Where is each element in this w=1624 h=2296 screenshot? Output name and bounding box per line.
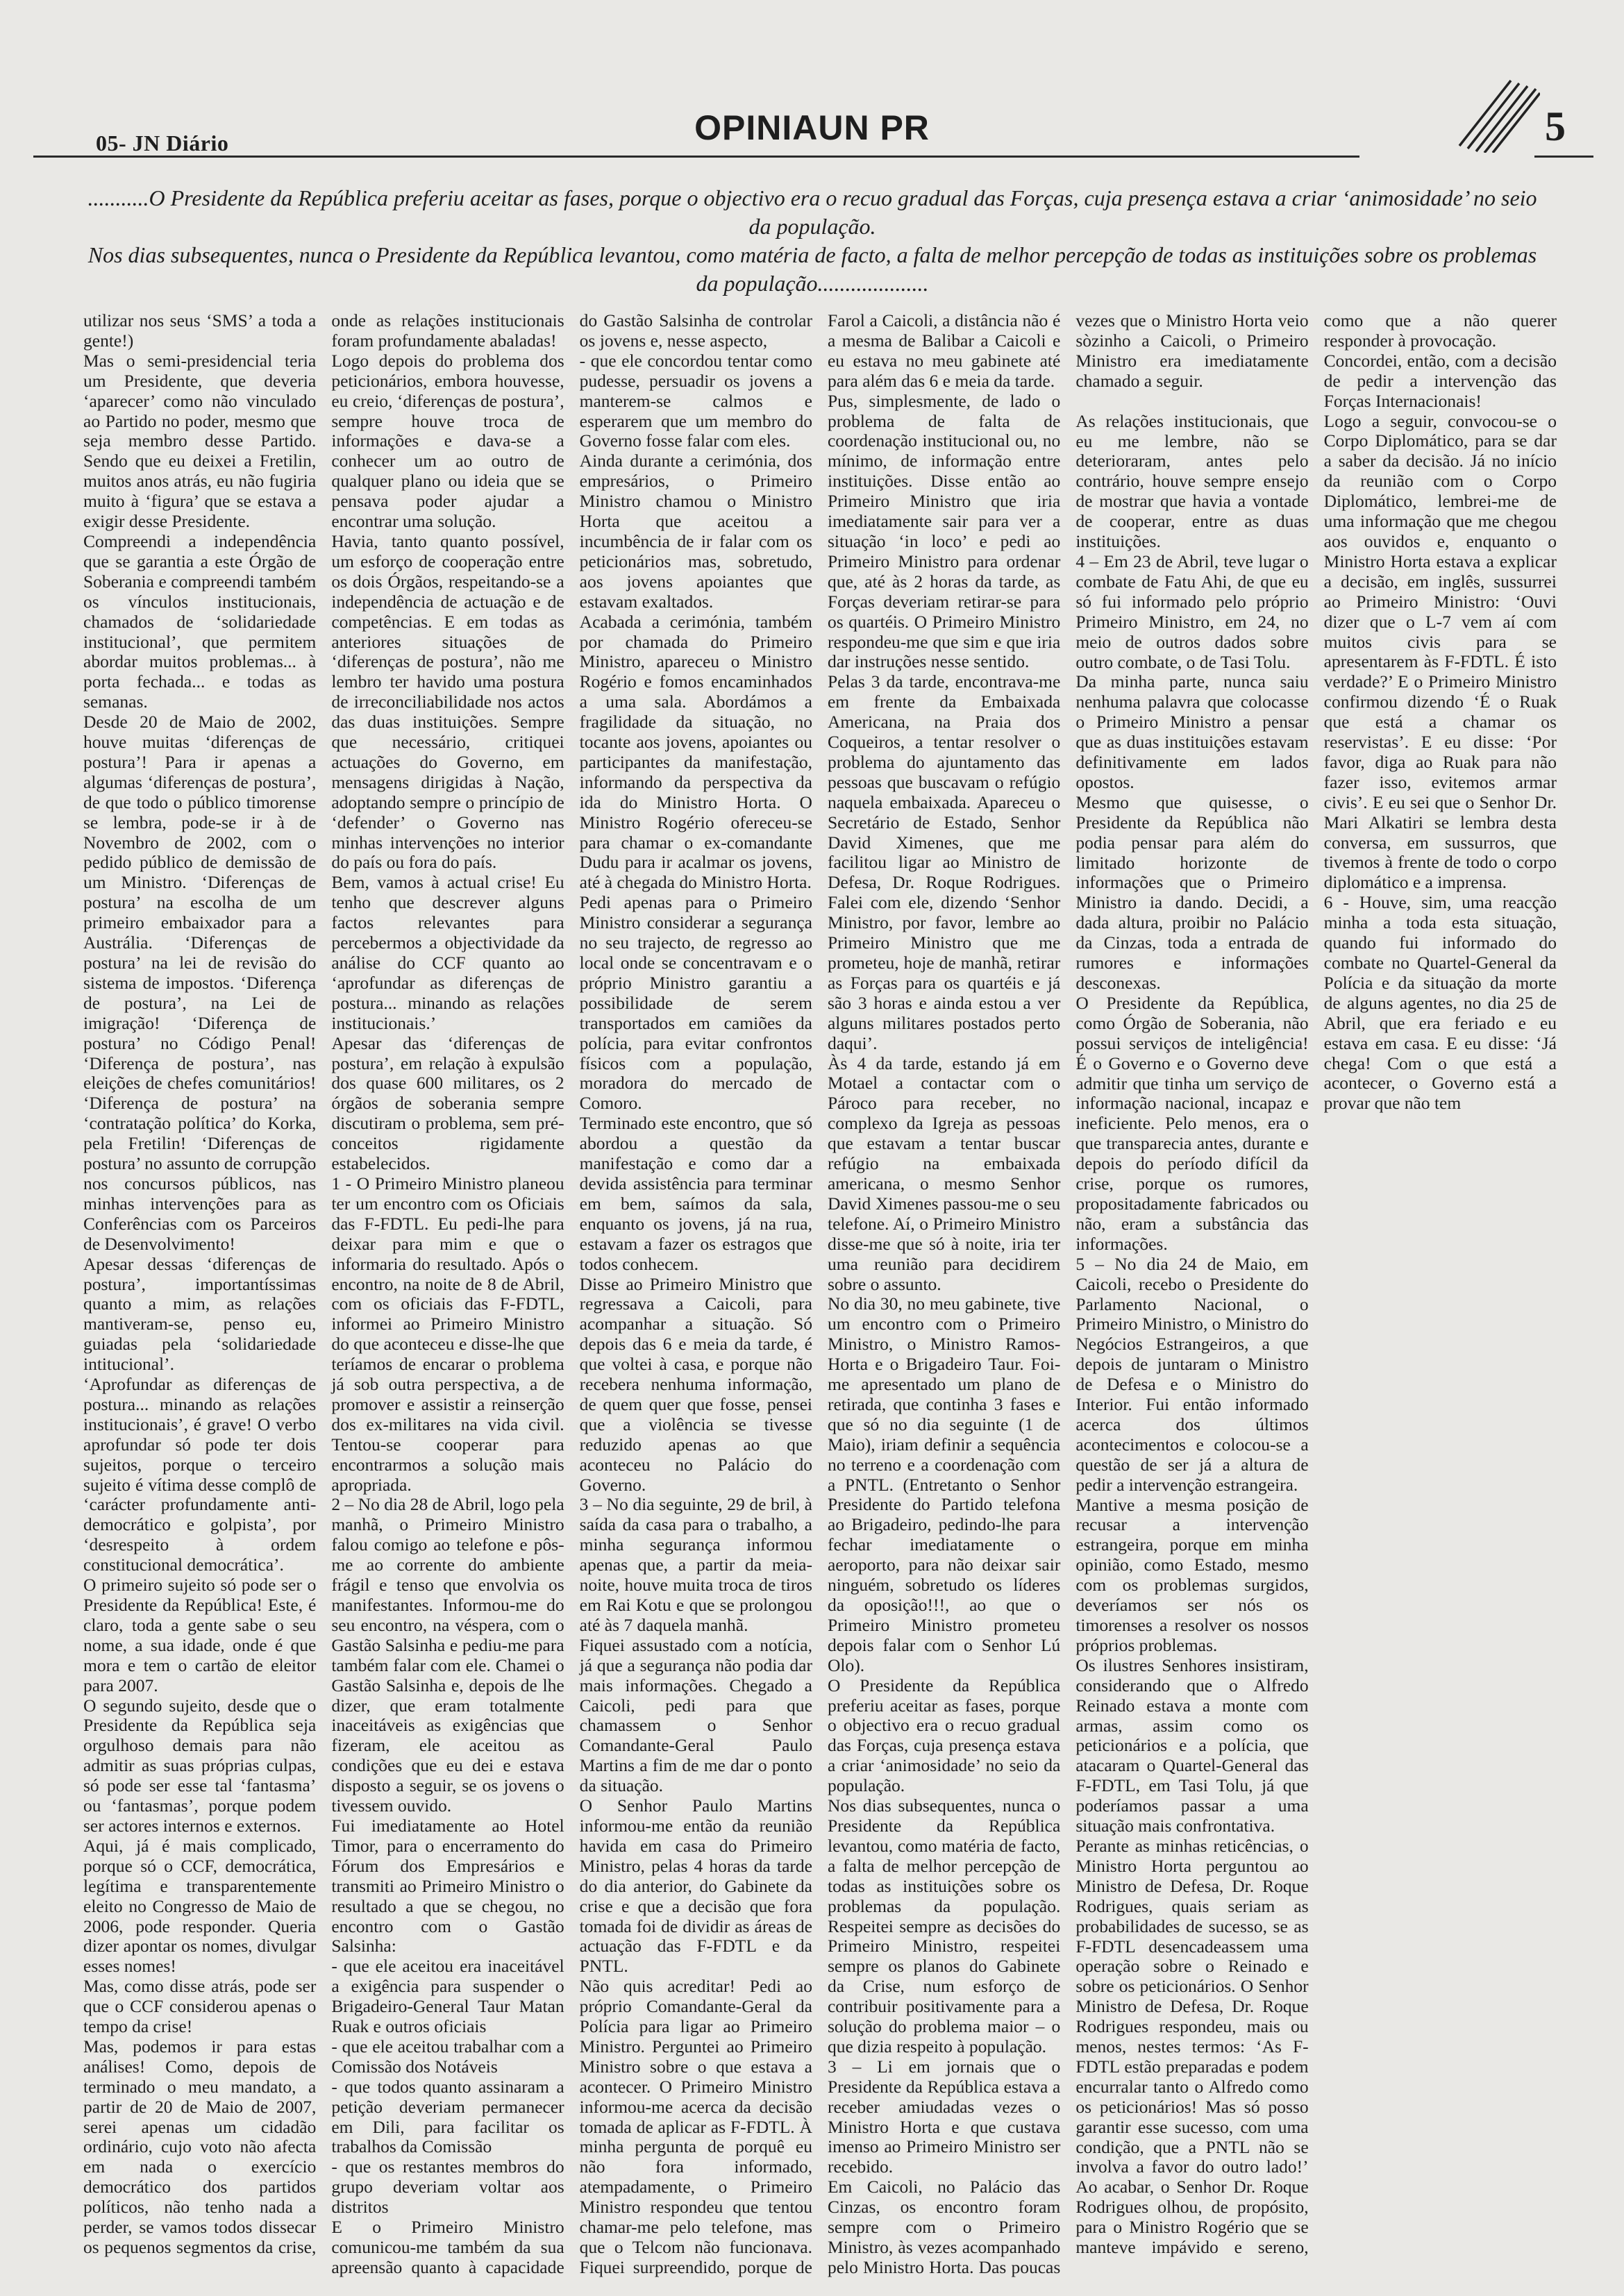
lead-quote (83, 184, 1541, 298)
paragraph: 2 – No dia 28 de Abril, logo pela manhã, o Primeiro Ministro falou comigo ao telefone e pôs-me ao corrente do ambiente frágil e tenso que envolvia os manifestantes. Informou-me do seu encontro, na véspera, com o Gastão Salsinha e pediu-me para também falar com ele. Chamei o Gastão Salsinha e, depois de lhe dizer, que eram totalmente inaceitáveis as exigências que fizeram, ele aceitou as condições que eu dei e estava disposto a seguir, se os jovens o tivessem ouvido. (331, 1494, 564, 1816)
paragraph: Acabada a cerimónia, também por chamada do Primeiro Ministro, apareceu o Ministro Rogério e fomos encaminhados a uma sala. Abordámos a fragilidade da situação, no tocante aos jovens, apoiantes ou participantes da manifestação, informando da perspectiva da ida do Ministro Horta. O Ministro Rogério ofereceu-se para chamar o ex-comandante Dudu para ir acalmar os jovens, até à chegada do Ministro Horta. (579, 611, 812, 893)
paragraph: 5 – No dia 24 de Maio, em Caicoli, recebo o Presidente do Parlamento Nacional, o Primeiro Ministro, o Ministro do Negócios Estrangeiros, a que depois de juntaram o Ministro de Defesa e o Ministro do Interior. Fui então informado acerca dos últimos acontecimentos e colocou-se a questão de ser já a altura de pedir a intervenção estrangeira. (1075, 1253, 1309, 1495)
paragraph: Mas, como disse atrás, pode ser que o CCF considerou apenas o tempo da crise! (83, 1976, 317, 2037)
paragraph: Aqui, já é mais complicado, porque só o CCF, democrática, legítima e transparentemente eleito no Congresso de Maio de 2006, pode responder. Queria dizer apontar os nomes, divulgar esses nomes! (83, 1835, 317, 1977)
paragraph: Mantive a mesma posição de recusar a intervenção estrangeira, porque em minha opinião, como Estado, mesmo com os problemas surgidos, deveríamos ser nós os timorenses a resolver os nossos próprios problemas. (1075, 1494, 1309, 1655)
paragraph: O primeiro sujeito só pode ser o Presidente da República! Este, é claro, toda a gente sabe o seu nome, a sua idade, onde é que mora e tem o cartão de eleitor para 2007. (83, 1575, 317, 1695)
paragraph: 1 - O Primeiro Ministro planeou ter um encontro com os Oficiais das F-FDTL. Eu pedi-lhe para deixar para mim e que o informaria do resultado. Após o encontro, na noite de 8 de Abril, com os oficiais das F-FDTL, informei ao Primeiro Ministro do que aconteceu e disse-lhe que teríamos de encarar o problema já sob outra perspectiva, a de promover e assistir a reinserção dos ex-militares na vida civil. Tentou-se cooperar para encontrarmos a solução mais apropriada. (331, 1173, 564, 1495)
paragraph: Concordei, então, com a decisão de pedir a intervenção das Forças Internacionais! (1323, 350, 1557, 411)
paragraph: Desde 20 de Maio de 2002, houve muitas ‘diferenças de postura’! Para ir apenas a algumas ‘diferenças de postura’, de que todo o público timorense se lembra, pode-se ir à de Novembro de 2002, com o pedido público de demissão de um Ministro. ‘Diferenças de postura’ na escolha de um primeiro embaixador para a Austrália. ‘Diferenças de postura’ na lei de revisão do sistema de impostos. ‘Diferença de postura’, na Lei de imigração! ‘Diferença de postura’ no Código Penal! ‘Diferença de postura’, nas eleições de chefes comunitários! ‘Diferença de postura’ na ‘contratação política’ do Korka, pela Fretilin! ‘Diferenças de postura’ no assunto de corrupção nos concursos públicos, nas minhas intervenções para as Conferências com os Parceiros de Desenvolvimento! (83, 712, 317, 1254)
paragraph: O Presidente da República, como Órgão de Soberania, não possui serviços de inteligência! É o Governo e o Governo deve admitir que tinha um serviço de informação nacional, incapaz e ineficiente. Pelo menos, era o que transparecia antes, durante e depois do período difícil da crise, porque os rumores, propositadamente fabricados ou não, eram a substância das informações. (1075, 992, 1309, 1254)
paragraph: E o Primeiro Ministro comunicou-me também da sua apreensão quanto à capacidade do Gastão Salsinha de controlar os jovens e, nesse aspecto, (331, 310, 812, 2277)
page-number: 5 (1545, 103, 1566, 149)
paragraph: - que ele concordou tentar como pudesse, persuadir os jovens a manterem-se calmos e esperarem que um membro do Governo fosse falar com eles. (579, 350, 812, 451)
paragraph: Às 4 da tarde, estando já em Motael a contactar com o Pároco para receber, no complexo da Igreja as pessoas que estavam a tentar buscar refúgio na embaixada americana, o mesmo Senhor David Ximenes passou-me o seu telefone. Aí, o Primeiro Ministro disse-me que só à noite, iria ter uma reunião para decidirem sobre o assunto. (827, 1053, 1061, 1294)
paragraph: Fui imediatamente ao Hotel Timor, para o encerramento do Fórum dos Empresários e transmiti ao Primeiro Ministro o resultado a que se chegou, no encontro com o Gastão Salsinha: (331, 1815, 564, 1956)
diagonal-lines-icon (1457, 76, 1540, 153)
article-body (83, 311, 1557, 2279)
paragraph: - que ele aceitou era inaceitável a exigência para suspender o Brigadeiro-General Taur Matan Ruak e outros oficiais (331, 1956, 564, 2037)
paragraph: Nos dias subsequentes, nunca o Presidente da República levantou, como matéria de facto, a falta de melhor percepção de todas as instituições sobre os problemas da população. Respeitei sempre as decisões do Primeiro Ministro, respeitei sempre os planos do Gabinete da Crise, num esforço de contribuir positivamente para a solução do problema maior – o que dizia respeito à população. (827, 1795, 1061, 2056)
paragraph: 6 - Houve, sim, uma reacção minha a toda esta situação, quando fui informado do combate no Quartel-General da Polícia e da situação da morte de alguns agentes, no dia 25 de Abril, que era feriado e eu estava em casa. E eu disse: ‘Já chega! Com o que está a acontecer, o Governo está a provar que não tem (1323, 892, 1557, 1114)
paragraph: 3 – Li em jornais que o Presidente da República estava a receber amiudadas vezes o Ministro Horta e que custava imenso ao Primeiro Ministro ser recebido. (827, 2056, 1061, 2177)
lead-line-2: Nos dias subsequentes, nunca o Presidente da República levantou, como matéria de facto, a falta de melhor percepção de todas as instituições sobre os problemas da população.................... (87, 242, 1537, 296)
paragraph: Compreendi a independência que se garantia a este Órgão de Soberania e compreendi também os vínculos institucionais, chamados de ‘solidariedade institucional’, que permitem abordar muitos problemas... à porta fechada... e todas as semanas. (83, 530, 317, 712)
paragraph: - que todos quanto assinaram a petição deveriam permanecer em Dili, para facilitar os trabalhos da Comissão (331, 2076, 564, 2157)
paragraph: 3 – No dia seguinte, 29 de bril, à saída da casa para o trabalho, a minha segurança informou apenas que, a partir da meia-noite, houve muita troca de tiros em Rai Kotu e que se prolongou até às 7 daquela manhã. (579, 1494, 812, 1635)
paragraph: Mas o semi-presidencial teria um Presidente, que deveria ‘aparecer’ como não vinculado ao Partido no poder, mesmo que seja membro desse Partido. Sendo que eu deixei a Fretilin, muitos anos atrás, eu não fugiria muito à ‘figura’ que se estava a exigir desse Presidente. (83, 350, 317, 532)
paragraph: As relações institucionais, que eu me lembre, não se deterioraram, antes pelo contrário, houve sempre ensejo de mostrar que havia a vontade de cooperar, entre as duas instituições. (1075, 410, 1309, 552)
paragraph: Apesar dessas ‘diferenças de postura’, importantíssimas quanto a mim, as relações mantiveram-se, penso eu, guiadas pela ‘solidariedade intitucional’. (83, 1253, 317, 1375)
paragraph: Disse ao Primeiro Ministro que regressava a Caicoli, para acompanhar a situação. Só depois das 6 e meia da tarde, é que voltei à casa, e porque não recebera nenhuma informação, de quem quer que fosse, pensei que a violência se tivesse reduzido apenas ao que aconteceu no Palácio do Governo. (579, 1273, 812, 1495)
paragraph: Terminado este encontro, que só abordou a questão da manifestação e como dar a devida assistência para terminar em bem, saímos da sala, enquanto os jovens, já na rua, estavam a fazer os estragos que todos conhecem. (579, 1113, 812, 1274)
paragraph: O Senhor Paulo Martins informou-me então da reunião havida em casa do Primeiro Ministro, pelas 4 horas da tarde do dia anterior, do Gabinete da crise e que a decisão que fora tomada foi de dividir as áreas de actuação das F-FDTL e da PNTL. (579, 1795, 812, 1977)
paragraph: Pus, simplesmente, de lado o problema de falta de coordenação institucional ou, no mínimo, de informação entre instituições. Disse então ao Primeiro Ministro que iria imediatamente sair para ver a situação ‘in loco’ e pedi ao Primeiro Ministro para ordenar que, até às 2 horas da tarde, as Forças deveriam retirar-se para os quartéis. O Primeiro Ministro respondeu-me que sim e que iria dar instruções nesse sentido. (827, 390, 1061, 672)
paragraph: Logo depois do problema dos peticionários, embora houvesse, eu creio, ‘diferenças de postura’, sempre houve troca de informações e dava-se a conhecer um ao outro de qualquer plano ou ideia que se pensava poder ajudar a encontrar uma solução. (331, 350, 564, 532)
paragraph: Bem, vamos à actual crise! Eu tenho que descrever alguns factos relevantes para percebermos a objectividade da análise do CCF quanto ao ‘aprofundar as diferenças de postura... minando as relações institucionais.’ (331, 872, 564, 1033)
paragraph: Os ilustres Senhores insistiram, considerando que o Alfredo Reinado estava a monte com armas, assim como os peticionários e a polícia, que atacaram o Quartel-General das F-FDTL, em Tasi Tolu, já que poderíamos passar a uma situação mais confrontativa. (1075, 1654, 1309, 1836)
paragraph-spacer (1075, 392, 1308, 412)
paragraph: ‘Aprofundar as diferenças de postura... minando as relações institucionais’, é grave! O verbo aprofundar só pode ter dois sujeitos, porque o terceiro sujeito é vítima desse complô de ‘carácter profundamente anti-democrático e golpista’, por ‘desrespeito à ordem constitucional democrática’. (83, 1374, 317, 1575)
header-rule-right (1534, 156, 1593, 158)
paragraph: Havia, tanto quanto possível, um esforço de cooperação entre os dois Órgãos, respeitando-se a independência de actuação e de competências. E em todas as anteriores situações de ‘diferenças de postura’, não me lembro ter havido uma postura de irreconciliabilidade nos actos das duas instituições. Sempre que necessário, critiquei actuações do Governo, em mensagens dirigidas à Nação, adoptando sempre o princípio de ‘defender’ o Governo nas minhas intervenções no interior do país ou fora do país. (331, 530, 564, 873)
paragraph: Ainda durante a cerimónia, dos empresários, o Primeiro Ministro chamou o Ministro Horta que aceitou a incumbência de ir falar com os peticionários mas, sobretudo, aos jovens apoiantes que estavam exaltados. (579, 451, 812, 612)
paragraph: Mas, podemos ir para estas análises! Como, depois de terminado o meu mandato, a partir de 20 de Maio de 2007, serei apenas um cidadão ordinário, cujo voto não afecta em nada o exercício democrático dos partidos políticos, não tenho nada a perder, se vamos todos dissecar os pequenos segmentos da crise, onde as relações institucionais foram profundamente abaladas! (83, 310, 564, 2257)
paragraph: 4 – Em 23 de Abril, teve lugar o combate de Fatu Ahi, de que eu só fui informado pelo próprio Primeiro Ministro, em 24, no meio de outros dados sobre outro combate, o de Tasi Tolu. (1075, 551, 1309, 672)
lead-line-1: ...........O Presidente da República preferiu aceitar as fases, porque o objectivo era o recuo gradual das Forças, cuja presença estava a criar ‘animosidade’ no seio da população. (87, 185, 1537, 239)
paragraph: utilizar nos seus ‘SMS’ a toda a gente!) (83, 310, 317, 351)
paragraph: Em Caicoli, no Palácio das Cinzas, os encontro foram sempre com o Primeiro Ministro, às vezes acompanhado pelo Ministro Horta. Das poucas vezes que o Ministro Horta veio sòzinho a Caicoli, o Primeiro Ministro era imediatamente chamado a seguir. (827, 310, 1309, 2277)
header-rule-left (33, 156, 1359, 158)
paragraph: Não quis acreditar! Pedi ao próprio Comandante-Geral da Polícia para ligar ao Primeiro Ministro. Perguntei ao Primeiro Ministro sobre o que estava a acontecer. O Primeiro Ministro informou-me acerca da decisão tomada de aplicar as F-FDTL. À minha pergunta de porquê eu não fora informado, atempadamente, o Primeiro Ministro respondeu que tentou chamar-me pelo telefone, mas que o Telcom não funcionava. Fiquei surpreendido, porque de Farol a Caicoli, a distância não é a mesma de Balibar a Caicoli e eu estava no meu gabinete até para além das 6 e meia da tarde. (579, 310, 1061, 2277)
paragraph: Logo a seguir, convocou-se o Corpo Diplomático, para se dar a saber da decisão. Já no início da reunião com o Corpo Diplomático, lembrei-me de uma informação que me chegou aos ouvidos e, enquanto o Ministro Horta estava a explicar a decisão, em inglês, sussurrei ao Primeiro Ministro: ‘Ouvi dizer que o L-7 vem aí com muitos civis para se apresentarem às F-FDTL. É isto verdade?’ E o Primeiro Ministro confirmou dizendo ‘É o Ruak que está a chamar os reservistas’. E eu disse: ‘Por favor, diga ao Ruak para não fazer isso, evitemos armar civis’. E eu sei que o Senhor Dr. Mari Alkatiri se lembra desta conversa, em sussurros, que tivemos à frente de todo o corpo diplomático e a imprensa. (1323, 410, 1557, 893)
paragraph: - que ele aceitou trabalhar com a Comissão dos Notáveis (331, 2036, 564, 2077)
paragraph: - que os restantes membros do grupo deveriam voltar aos distritos (331, 2156, 564, 2218)
paragraph: Perante as minhas reticências, o Ministro Horta perguntou ao Ministro de Defesa, Dr. Roque Rodrigues, quais seriam as probabilidades de sucesso, se as F-FDTL desencadeassem uma operação sobre o Reinado e sobre os peticionários. O Senhor Ministro de Defesa, Dr. Roque Rodrigues respondeu, mais ou menos, nestes termos: ‘As F-FDTL estão preparadas e podem encurralar tanto o Alfredo como os peticionários! Mas só posso garantir esse sucesso, com uma condição, que a PNTL não se involva a favor do outro lado!’ Ao acabar, o Senhor Dr. Roque Rodrigues olhou, de propósito, para o Ministro Rogério que se manteve impávido e sereno, como que a não querer responder à provocação. (1075, 310, 1557, 2258)
paragraph: Fiquei assustado com a notícia, já que a segurança não podia dar mais informações. Chegado a Caicoli, pedi para que chamassem o Senhor Comandante-Geral Paulo Martins a fim de me dar o ponto da situação. (579, 1634, 812, 1796)
section-title: OPINIAUN PR (694, 108, 930, 147)
paragraph: Da minha parte, nunca saiu nenhuma palavra que colocasse o Primeiro Ministro a pensar que as duas instituições estavam definitivamente em lados opostos. (1075, 671, 1309, 792)
paragraph: O segundo sujeito, desde que o Presidente da República seja orgulhoso demais para não admitir as suas próprias culpas, só pode ser esse tal ‘fantasma’ ou ‘fantasmas’, porque podem ser actores internos e externos. (83, 1695, 317, 1836)
newspaper-name: 05- JN Diário (96, 131, 229, 156)
paragraph: Mesmo que quisesse, o Presidente da República não podia pensar para além do limitado horizonte de informações que o Primeiro Ministro ia dando. Decidi, a dada altura, proibir no Palácio da Cinzas, toda a entrada de rumores e informações desconexas. (1075, 791, 1309, 993)
paragraph: Apesar das ‘diferenças de postura’, em relação à expulsão dos quase 600 militares, os 2 órgãos de soberania sempre discutiram o problema, sem pré-conceitos rigidamente estabelecidos. (331, 1032, 564, 1174)
paragraph: No dia 30, no meu gabinete, tive um encontro com o Primeiro Ministro, o Ministro Ramos-Horta e o Brigadeiro Taur. Foi-me apresentado um plano de retirada, que continha 3 fases e que só no dia seguinte (1 de Maio), iriam definir a sequência no terreno e a coordenação com a PNTL. (Entretanto o Senhor Presidente do Partido telefona ao Brigadeiro, pedindo-lhe para fechar imediatamente o aeroporto, para não deixar sair ninguém, sobretudo os líderes da oposição!!!, ao que o Primeiro Ministro prometeu depois falar com o Senhor Lú Olo). (827, 1293, 1061, 1675)
paragraph: O Presidente da República preferiu aceitar as fases, porque o objectivo era o recuo gradual das Forças, cuja presença estava a criar ‘animosidade’ no seio da população. (827, 1675, 1061, 1796)
paragraph: Pedi apenas para o Primeiro Ministro considerar a segurança no seu trajecto, de regresso ao local onde se concentravam e o próprio Ministro garantiu a possibilidade de serem transportados em camiões da polícia, para evitar confrontos físicos com a população, moradora do mercado de Comoro. (579, 892, 812, 1114)
paragraph: Pelas 3 da tarde, encontrava-me em frente da Embaixada Americana, na Praia dos Coqueiros, a tentar resolver o problema do ajuntamento das pessoas que buscavam o refúgio naquela embaixada. Apareceu o Secretário de Estado, Senhor David Ximenes, que me facilitou ligar ao Ministro de Defesa, Dr. Roque Rodrigues. Falei com ele, dizendo ‘Senhor Ministro, por favor, lembre ao Primeiro Ministro que me prometeu, hoje de manhã, retirar as Forças para os quartéis e já são 3 horas e ainda estou a ver alguns militares postados perto daqui’. (827, 671, 1061, 1053)
